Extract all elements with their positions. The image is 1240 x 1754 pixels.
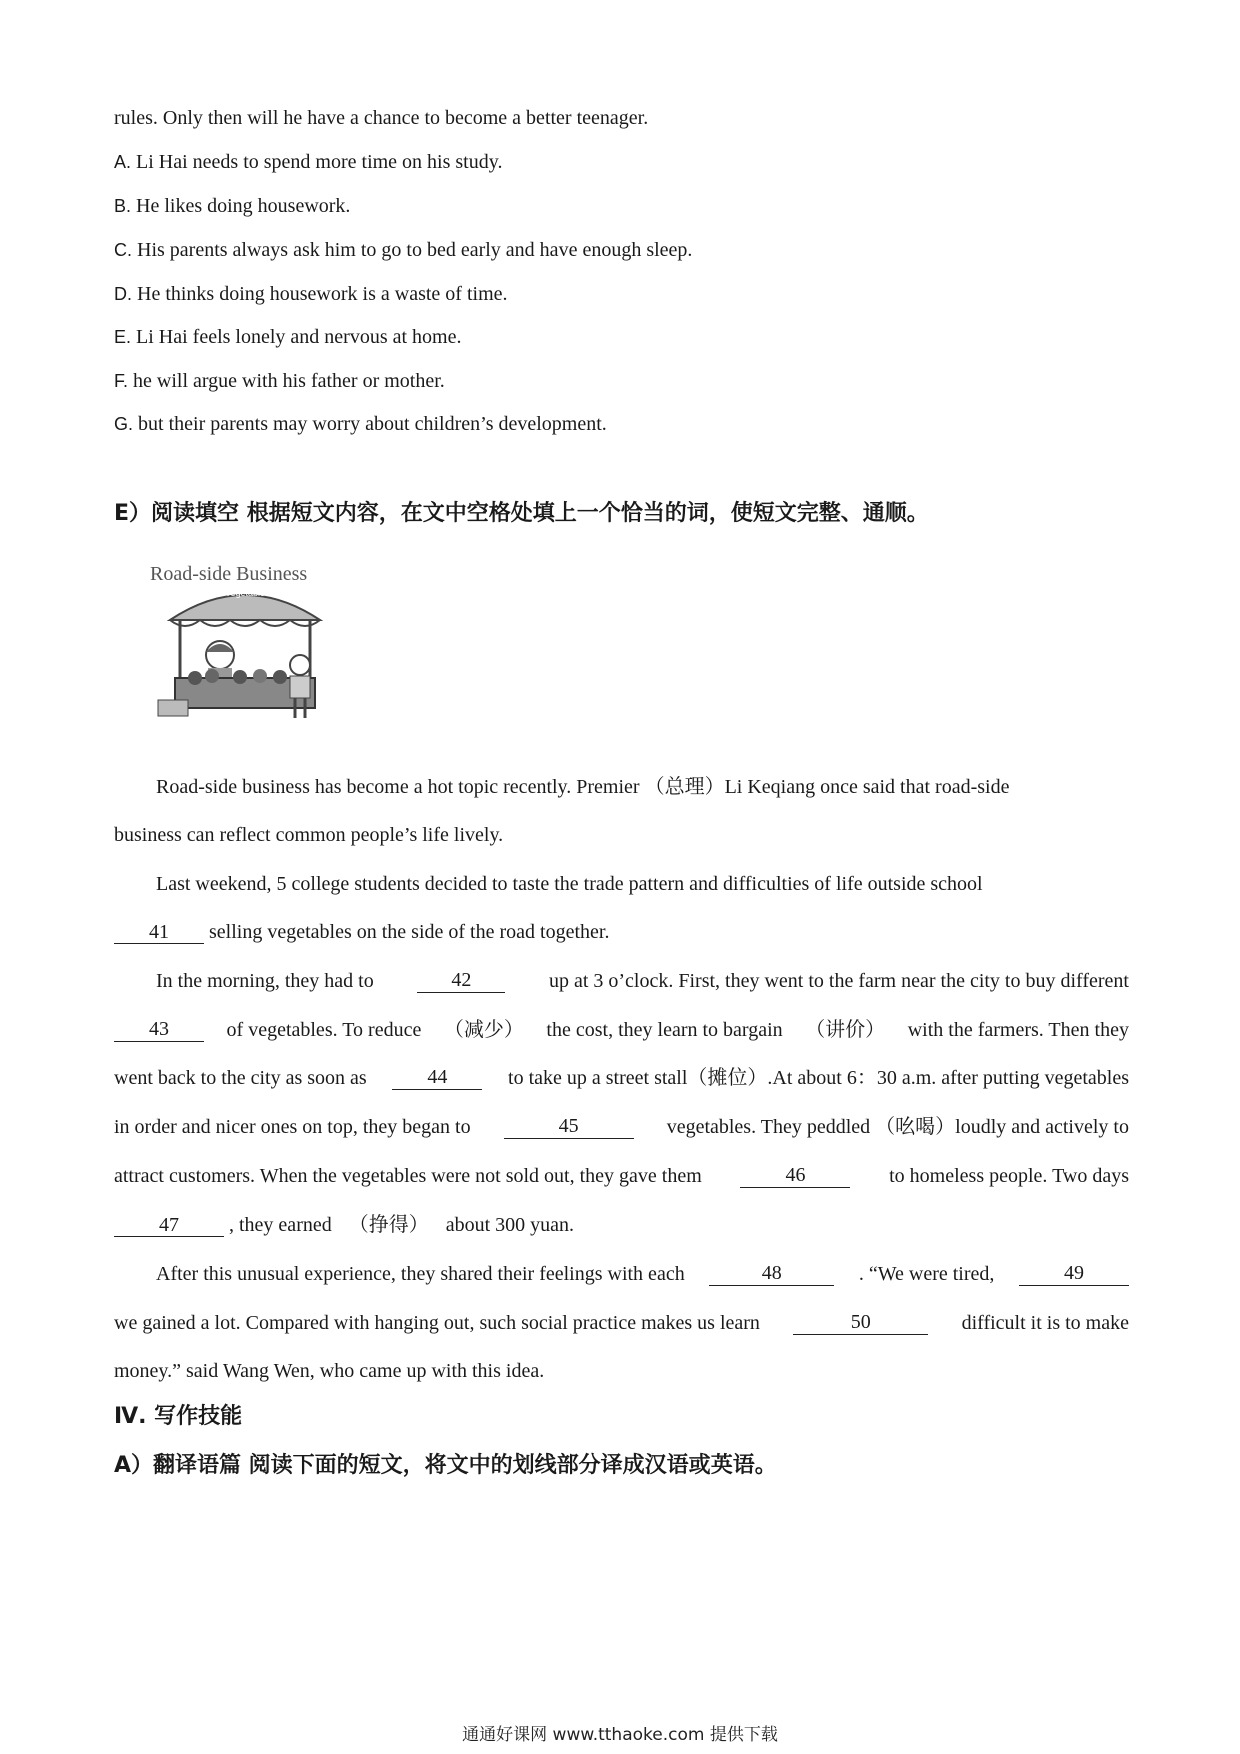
passage-text: （挣得） bbox=[348, 1214, 429, 1236]
figure-title: Road-side Business bbox=[150, 563, 308, 585]
passage-text: In the morning, they had to bbox=[156, 970, 374, 992]
blank-41: 41 bbox=[114, 921, 204, 944]
option-letter: G. bbox=[114, 414, 134, 434]
passage-text: in order and nicer ones on top, they began to bbox=[114, 1116, 471, 1138]
page-footer: 通通好课网 www.tthaoke.com 提供下载 bbox=[462, 1725, 778, 1745]
option-g bbox=[114, 412, 607, 436]
passage-text: , they earned bbox=[229, 1214, 332, 1236]
option-text: His parents always ask him to go to bed early and have enough sleep. bbox=[137, 239, 693, 261]
passage-line bbox=[156, 775, 1129, 799]
option-letter: F. bbox=[114, 371, 129, 391]
option-a bbox=[114, 150, 502, 174]
passage-text: to homeless people. Two days bbox=[889, 1165, 1129, 1187]
section-a-heading: A）翻译语篇 阅读下面的短文，将文中的划线部分译成汉语或英语。 bbox=[114, 1453, 777, 1478]
blank-42: 42 bbox=[417, 969, 505, 993]
blank-49: 49 bbox=[1019, 1262, 1129, 1286]
blank-44: 44 bbox=[392, 1066, 482, 1090]
option-text: Li Hai feels lonely and nervous at home. bbox=[136, 326, 462, 348]
blank-50: 50 bbox=[793, 1311, 928, 1335]
option-text: Li Hai needs to spend more time on his study. bbox=[136, 151, 503, 173]
option-letter: B. bbox=[114, 196, 132, 216]
passage-line bbox=[114, 1115, 1129, 1139]
passage-text: （讲价） bbox=[805, 1019, 886, 1041]
passage-line bbox=[114, 1066, 1129, 1090]
option-f bbox=[114, 369, 445, 393]
passage-line bbox=[114, 1213, 574, 1237]
passage-text: to take up a street stall（摊位）.At about 6：30 a.m. after putting vegetables bbox=[508, 1067, 1129, 1089]
option-c bbox=[114, 238, 692, 262]
passage-text: up at 3 o’clock. First, they went to the farm near the city to buy different bbox=[548, 970, 1129, 992]
section-e-heading: E）阅读填空 根据短文内容，在文中空格处填上一个恰当的词，使短文完整、通顺。 bbox=[114, 501, 929, 526]
option-text: He thinks doing housework is a waste of time. bbox=[137, 283, 508, 305]
option-d bbox=[114, 282, 508, 306]
option-text: he will argue with his father or mother. bbox=[133, 370, 445, 392]
option-b bbox=[114, 194, 350, 218]
stall-sign: Vegetable bbox=[224, 588, 266, 598]
option-letter: E. bbox=[114, 327, 132, 347]
passage-text: went back to the city as soon as bbox=[114, 1067, 367, 1089]
passage-line bbox=[114, 1164, 1129, 1188]
passage-line: Last weekend, 5 college students decided to taste the trade pattern and difficulties of life outside school bbox=[156, 873, 983, 895]
option-letter: A. bbox=[114, 152, 132, 172]
option-letter: D. bbox=[114, 284, 132, 304]
passage-text: with the farmers. Then they bbox=[907, 1019, 1129, 1041]
passage-line bbox=[156, 969, 1129, 993]
passage-text: difficult it is to make bbox=[961, 1312, 1129, 1334]
passage-text: about 300 yuan. bbox=[445, 1214, 575, 1236]
option-text: but their parents may worry about children’s development. bbox=[138, 413, 607, 435]
blank-48: 48 bbox=[709, 1262, 834, 1286]
passage-text: After this unusual experience, they shared their feelings with each bbox=[156, 1263, 685, 1285]
blank-47: 47 bbox=[114, 1214, 224, 1237]
passage-line bbox=[114, 1018, 1129, 1042]
passage-line bbox=[156, 1262, 1129, 1286]
blank-43: 43 bbox=[114, 1018, 204, 1042]
passage-text: selling vegetables on the side of the road together. bbox=[209, 921, 610, 943]
passage-line bbox=[114, 920, 609, 944]
passage-text: . “We were tired, bbox=[858, 1263, 995, 1285]
blank-45: 45 bbox=[504, 1115, 634, 1139]
passage-text: （减少） bbox=[443, 1019, 524, 1041]
option-letter: C. bbox=[114, 240, 132, 260]
option-text: He likes doing housework. bbox=[136, 195, 351, 217]
blank-46: 46 bbox=[740, 1164, 850, 1188]
passage-text: attract customers. When the vegetables were not sold out, they gave them bbox=[114, 1165, 702, 1187]
road-side-business-illustration bbox=[150, 560, 340, 730]
passage-line bbox=[114, 1311, 1129, 1335]
passage-text: vegetables. They peddled （吆喝）loudly and actively to bbox=[666, 1116, 1129, 1138]
passage-text: the cost, they learn to bargain bbox=[546, 1019, 783, 1041]
option-e bbox=[114, 325, 461, 349]
vegetable-stall-icon bbox=[150, 560, 340, 730]
passage-text: of vegetables. To reduce bbox=[226, 1019, 422, 1041]
passage-line: business can reflect common people’s life lively. bbox=[114, 824, 504, 846]
section-iv-heading: Ⅳ. 写作技能 bbox=[114, 1404, 243, 1429]
passage-text: we gained a lot. Compared with hanging out, such social practice makes us learn bbox=[114, 1312, 760, 1334]
passage-line: money.” said Wang Wen, who came up with this idea. bbox=[114, 1360, 545, 1382]
passage-text: Road-side business has become a hot topic recently. Premier （总理）Li Keqiang once said that road-side bbox=[156, 776, 1010, 798]
continued-text-line: rules. Only then will he have a chance to become a better teenager. bbox=[114, 107, 649, 129]
